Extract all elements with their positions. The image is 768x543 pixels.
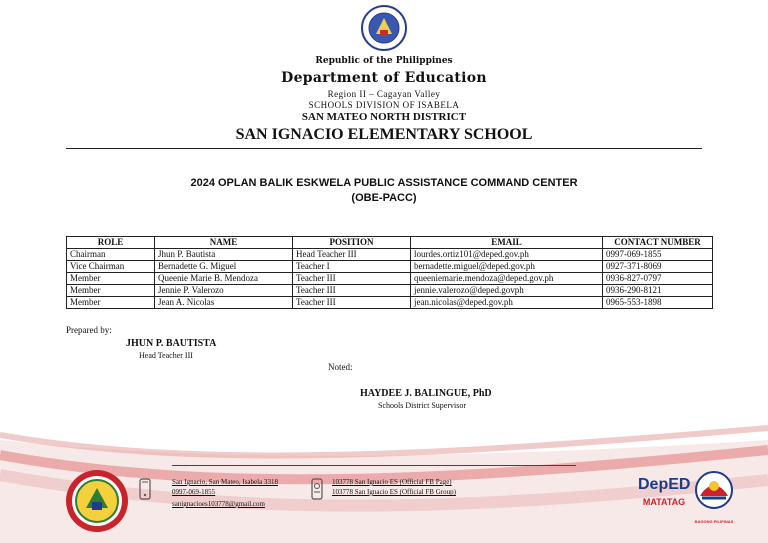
- cell-name: Jhun P. Bautista: [155, 249, 293, 261]
- cell-role: Member: [67, 297, 155, 309]
- cell-contact: 0997-069-1855: [603, 249, 713, 261]
- noted-by-label: Noted:: [328, 362, 353, 372]
- header-name: NAME: [155, 237, 293, 249]
- bagong-pilipinas-emblem: [694, 470, 734, 514]
- cell-email: bernadette.miguel@deped.gov.ph: [411, 261, 603, 273]
- cell-email: jennie.valerozo@deped.govph: [411, 285, 603, 297]
- footer-address: San Ignacio, San Mateo, Isabela 3318: [172, 478, 278, 486]
- footer-fb-page-link[interactable]: 103778 San Ignacio ES (Official FB Page): [332, 478, 452, 486]
- cell-contact: 0965-553-1898: [603, 297, 713, 309]
- matatag-text: MATATAG: [642, 497, 686, 507]
- social-media-icon: [310, 478, 324, 500]
- header-email: EMAIL: [411, 237, 603, 249]
- table-header-row: [67, 237, 713, 249]
- table-row: [67, 285, 713, 297]
- division-text: SCHOOLS DIVISION OF ISABELA: [308, 100, 460, 110]
- cell-position: Teacher I: [293, 261, 411, 273]
- cell-position: Teacher III: [293, 273, 411, 285]
- table-row: [67, 273, 713, 285]
- department-text: Department of Education: [281, 70, 487, 86]
- command-center-table: [66, 236, 713, 309]
- header-contact-number: CONTACT NUMBER: [603, 237, 713, 249]
- footer-email-link[interactable]: sanignacioes103778@gmail.com: [172, 500, 265, 508]
- bagong-pilipinas-text: BAGONG PILIPINAS: [694, 519, 734, 524]
- cell-email: lourdes.ortiz101@deped.gov.ph: [411, 249, 603, 261]
- table-row: [67, 297, 713, 309]
- school-seal-logo: [64, 468, 130, 534]
- document-title: 2024 OPLAN BALIK ESKWELA PUBLIC ASSISTANCE COMMAND CENTER: [190, 177, 578, 189]
- republic-text: Republic of the Philippines: [315, 56, 453, 66]
- school-name: SAN IGNACIO ELEMENTARY SCHOOL: [235, 126, 533, 143]
- footer-divider: [172, 465, 576, 466]
- cell-email: jean.nicolas@deped.gov.ph: [411, 297, 603, 309]
- table-row: [67, 261, 713, 273]
- cell-position: Teacher III: [293, 297, 411, 309]
- prepared-by-name: JHUN P. BAUTISTA: [126, 338, 217, 349]
- prepared-by-label: Prepared by:: [66, 325, 112, 335]
- phone-icon: [138, 478, 152, 500]
- header-divider: [66, 148, 702, 149]
- cell-role: Member: [67, 285, 155, 297]
- footer-phone: 0997-069-1855: [172, 488, 216, 496]
- deped-seal-logo: [360, 4, 408, 52]
- district-text: SAN MATEO NORTH DISTRICT: [301, 111, 467, 123]
- table-row: [67, 249, 713, 261]
- header-position: POSITION: [293, 237, 411, 249]
- noted-by-name: HAYDEE J. BALINGUE, PhD: [360, 388, 492, 399]
- cell-name: Jean A. Nicolas: [155, 297, 293, 309]
- deped-matatag-logo: [638, 474, 690, 520]
- header-role: ROLE: [67, 237, 155, 249]
- cell-name: Jennie P. Valerozo: [155, 285, 293, 297]
- bagong-pilipinas-logo: [694, 470, 734, 524]
- cell-contact: 0927-371-8069: [603, 261, 713, 273]
- prepared-by-position: Head Teacher III: [139, 351, 193, 360]
- cell-contact: 0936-290-8121: [603, 285, 713, 297]
- cell-name: Bernadette G. Miguel: [155, 261, 293, 273]
- cell-name: Queenie Marie B. Mendoza: [155, 273, 293, 285]
- document-subtitle: (OBE-PACC): [351, 192, 417, 204]
- cell-position: Teacher III: [293, 285, 411, 297]
- noted-by-position: Schools District Supervisor: [378, 401, 466, 410]
- footer-fb-group-link[interactable]: 103778 San Ignacio ES (Official FB Group): [332, 488, 456, 496]
- region-text: Region II – Cagayan Valley: [327, 89, 441, 99]
- cell-role: Member: [67, 273, 155, 285]
- cell-role: Chairman: [67, 249, 155, 261]
- deped-logo-text: DepED: [638, 476, 691, 493]
- cell-email: queeniemarie.mendoza@deped.gov.ph: [411, 273, 603, 285]
- cell-role: Vice Chairman: [67, 261, 155, 273]
- cell-contact: 0936-827-0797: [603, 273, 713, 285]
- cell-position: Head Teacher III: [293, 249, 411, 261]
